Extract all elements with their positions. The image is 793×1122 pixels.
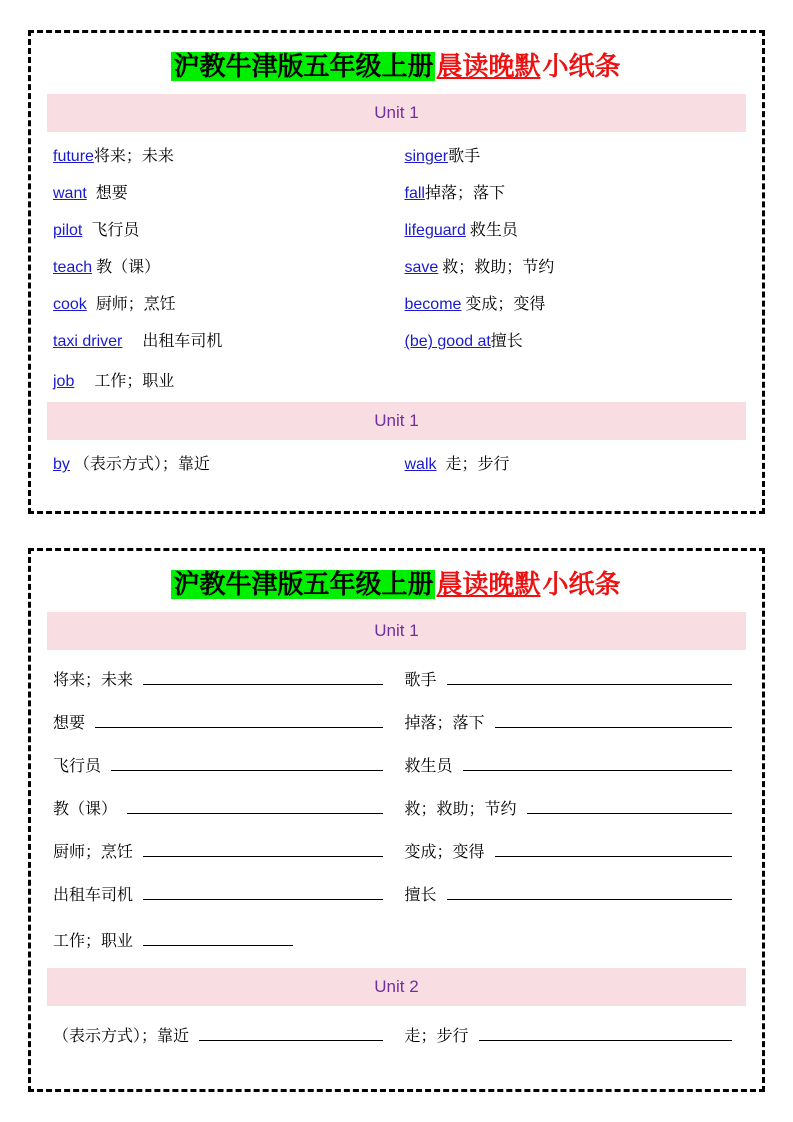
chinese-meaning: 擅长 — [490, 333, 523, 351]
chinese-meaning: 将来；未来 — [93, 148, 174, 166]
dictation-row — [47, 793, 746, 822]
chinese-prompt: 工作；职业 — [53, 933, 134, 951]
dictation-entry — [47, 707, 397, 736]
answer-blank[interactable] — [143, 667, 382, 685]
word-entry — [397, 140, 747, 169]
chinese-meaning: 想要 — [95, 185, 128, 203]
english-word: singer — [404, 148, 449, 166]
dictation-entry — [47, 925, 397, 954]
answer-blank[interactable] — [95, 710, 382, 728]
dictation-entry — [397, 1020, 747, 1049]
vocabulary-card-blank — [28, 548, 765, 1092]
answer-blank[interactable] — [447, 882, 732, 900]
dictation-row — [47, 879, 746, 908]
chinese-meaning: 变成；变得 — [465, 296, 546, 314]
card-title-highlight: 沪教牛津版五年级上册 — [173, 570, 434, 599]
vocabulary-card-with-answers — [28, 30, 765, 514]
chinese-prompt: （表示方式）；靠近 — [53, 1028, 190, 1046]
word-list-second — [47, 448, 746, 477]
word-entry — [47, 140, 397, 169]
chinese-meaning: 工作；职业 — [94, 373, 175, 391]
word-row — [47, 177, 746, 206]
dictation-row — [47, 750, 746, 779]
card-title-suffix: 小纸条 — [542, 570, 621, 599]
chinese-meaning: （表示方式）；靠近 — [73, 456, 210, 474]
english-phrase: (be) good at — [404, 333, 491, 351]
dictation-entry — [47, 793, 397, 822]
chinese-meaning: 歌手 — [448, 148, 481, 166]
dictation-entry — [397, 750, 747, 779]
card-title — [47, 569, 746, 600]
word-list — [47, 140, 746, 394]
dictation-entry-empty — [397, 922, 747, 946]
card-title-underlined: 晨读晚默 — [436, 570, 541, 599]
answer-blank[interactable] — [479, 1023, 732, 1041]
dictation-entry — [47, 750, 397, 779]
english-word: job — [53, 373, 75, 391]
chinese-meaning: 掉落；落下 — [424, 185, 505, 203]
english-word: taxi driver — [53, 333, 123, 351]
card-title-underlined: 晨读晚默 — [436, 52, 541, 81]
chinese-prompt: 救生员 — [404, 758, 453, 776]
word-row — [47, 448, 746, 477]
answer-blank[interactable] — [463, 753, 732, 771]
dictation-entry — [47, 664, 397, 693]
chinese-prompt: 教（课） — [53, 801, 118, 819]
answer-blank[interactable] — [143, 928, 293, 946]
word-entry — [47, 214, 397, 243]
dictation-entry — [47, 836, 397, 865]
answer-blank[interactable] — [495, 710, 732, 728]
english-word: save — [404, 259, 439, 277]
dictation-entry — [397, 836, 747, 865]
word-row — [47, 362, 746, 394]
word-entry — [47, 251, 397, 280]
answer-blank[interactable] — [527, 796, 732, 814]
unit-heading-2: Unit 2 — [47, 968, 746, 1006]
dictation-entry — [397, 664, 747, 693]
dictation-entry — [397, 879, 747, 908]
word-row — [47, 251, 746, 280]
chinese-meaning: 出租车司机 — [142, 333, 223, 351]
dictation-row — [47, 664, 746, 693]
chinese-meaning: 走；步行 — [445, 456, 510, 474]
chinese-prompt: 掉落；落下 — [404, 715, 485, 733]
word-entry — [397, 251, 747, 280]
dictation-row — [47, 922, 746, 954]
unit-heading-1: Unit 1 — [47, 612, 746, 650]
word-row — [47, 140, 746, 169]
card-title — [47, 51, 746, 82]
dictation-list — [47, 664, 746, 954]
dictation-entry — [397, 793, 747, 822]
answer-blank[interactable] — [111, 753, 382, 771]
english-word: teach — [53, 259, 93, 277]
english-word: become — [404, 296, 462, 314]
unit-heading-2: Unit 1 — [47, 402, 746, 440]
word-entry-empty — [397, 362, 747, 386]
answer-blank[interactable] — [495, 839, 732, 857]
english-word: by — [53, 456, 70, 474]
word-row — [47, 288, 746, 317]
english-word: walk — [404, 456, 437, 474]
dictation-row — [47, 707, 746, 736]
word-entry — [47, 325, 397, 354]
word-entry — [47, 448, 397, 477]
word-entry — [397, 325, 747, 354]
chinese-prompt: 想要 — [53, 715, 86, 733]
chinese-prompt: 出租车司机 — [53, 887, 134, 905]
dictation-entry — [47, 1020, 397, 1049]
chinese-prompt: 救；救助；节约 — [404, 801, 517, 819]
answer-blank[interactable] — [143, 839, 382, 857]
card-title-highlight: 沪教牛津版五年级上册 — [173, 52, 434, 81]
chinese-prompt: 飞行员 — [53, 758, 102, 776]
english-word: cook — [53, 296, 87, 314]
word-row — [47, 214, 746, 243]
word-row — [47, 325, 746, 354]
word-entry — [397, 214, 747, 243]
word-entry — [47, 177, 397, 206]
english-word: want — [53, 185, 87, 203]
chinese-prompt: 歌手 — [404, 672, 437, 690]
unit-heading-1: Unit 1 — [47, 94, 746, 132]
dictation-row — [47, 1020, 746, 1049]
word-entry — [47, 365, 397, 394]
chinese-prompt: 变成；变得 — [404, 844, 485, 862]
answer-blank[interactable] — [199, 1023, 382, 1041]
word-entry — [397, 177, 747, 206]
dictation-entry — [47, 879, 397, 908]
chinese-meaning: 厨师；烹饪 — [95, 296, 176, 314]
dictation-row — [47, 836, 746, 865]
chinese-prompt: 走；步行 — [404, 1028, 469, 1046]
card-title-suffix: 小纸条 — [542, 52, 621, 81]
english-word: fall — [404, 185, 425, 203]
word-entry — [397, 448, 747, 477]
chinese-prompt: 厨师；烹饪 — [53, 844, 134, 862]
answer-blank[interactable] — [127, 796, 382, 814]
english-word: lifeguard — [404, 222, 466, 240]
word-entry — [397, 288, 747, 317]
chinese-prompt: 将来；未来 — [53, 672, 134, 690]
answer-blank[interactable] — [447, 667, 732, 685]
answer-blank[interactable] — [143, 882, 382, 900]
dictation-list-second — [47, 1020, 746, 1049]
english-word: pilot — [53, 222, 83, 240]
chinese-meaning: 救；救助；节约 — [442, 259, 555, 277]
chinese-prompt: 擅长 — [404, 887, 437, 905]
chinese-meaning: 救生员 — [469, 222, 518, 240]
dictation-entry — [397, 707, 747, 736]
chinese-meaning: 教（课） — [96, 259, 161, 277]
chinese-meaning: 飞行员 — [91, 222, 140, 240]
english-word: future — [53, 148, 94, 166]
word-entry — [47, 288, 397, 317]
